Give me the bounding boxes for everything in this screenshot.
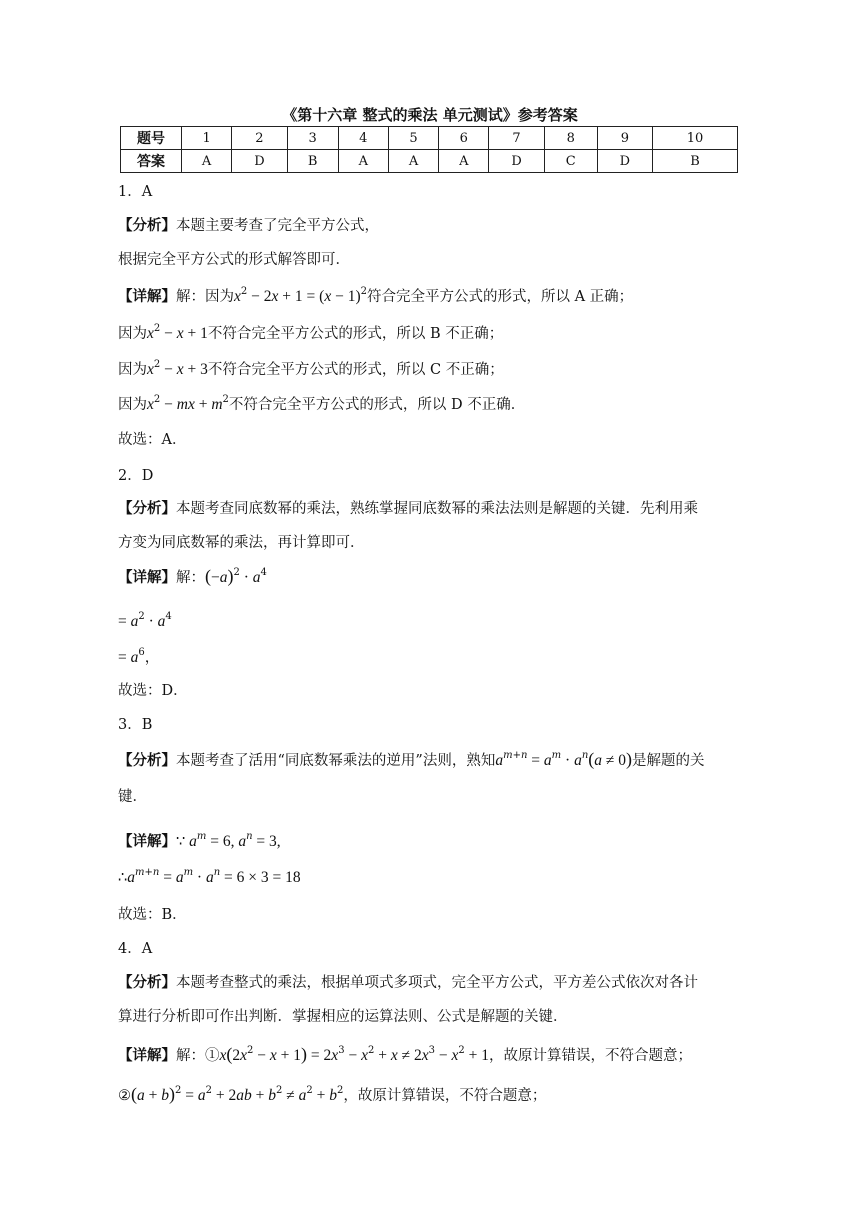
q1-analysis: 【分析】本题主要考查了完全平方公式， <box>118 217 379 234</box>
formula: $x^2 - 2x + 1 = (x - 1)^2$ <box>234 286 367 305</box>
question-number-cell: 8 <box>544 127 597 150</box>
table-header-cell: 答案 <box>121 150 182 173</box>
table-row <box>121 127 738 150</box>
question-number-cell: 6 <box>439 127 489 150</box>
q2-analysis: 【分析】本题考查同底数幂的乘法，熟练掌握同底数幂的乘法法则是解题的关键．先利用乘 <box>118 500 698 517</box>
table-header-cell: 题号 <box>121 127 182 150</box>
formula: $x^2$ − mx + $m^2$ <box>147 394 229 413</box>
answer-cell: D <box>232 150 287 173</box>
formula: $a^m = 6$, $a^n = 3$, <box>185 831 281 850</box>
q1-option-b: 因为$x^2 - x + 1$不符合完全平方公式的形式，所以 B 不正确； <box>118 323 504 342</box>
q1-choice: 故选：A． <box>118 432 187 448</box>
q2-choice: 故选：D． <box>118 683 188 699</box>
answer-cell: B <box>287 150 338 173</box>
q4-detail: 【详解】解：$①x(2x^2 - x + 1) = 2x^3 - x^2 + x \ne 2x^3 - x^2 + 1$，故原计算错误，不符合题意； <box>118 1044 693 1064</box>
q2-detail: 【详解】解：$(-a)^2 \cdot a^4$ <box>118 566 267 586</box>
q4-heading: 4．A <box>118 941 153 957</box>
answer-cell: B <box>653 150 738 173</box>
q1-detail: 【详解】解：因为$x^2 - 2x + 1 = (x - 1)^2$符合完全平方公式的形式，所以 A 正确； <box>118 286 634 305</box>
q2-heading: 2．D <box>118 468 154 484</box>
q1-heading: 1．A <box>118 184 153 200</box>
answer-cell: A <box>388 150 438 173</box>
question-number-cell: 9 <box>597 127 652 150</box>
q4-analysis: 【分析】本题考查整式的乘法，根据单项式多项式，完全平方公式，平方差公式依次对各计 <box>118 974 698 991</box>
question-number-cell: 10 <box>653 127 738 150</box>
question-number-cell: 7 <box>489 127 544 150</box>
answer-cell: A <box>439 150 489 173</box>
formula: $x^2 - x + 3$ <box>147 359 208 378</box>
answer-table <box>120 126 738 173</box>
q2-step: = $a^2 \cdot a^4$ <box>118 611 172 630</box>
question-number-cell: 1 <box>182 127 232 150</box>
answer-cell: D <box>597 150 652 173</box>
q2-analysis-cont: 方变为同底数幂的乘法，再计算即可． <box>118 535 365 551</box>
question-number-cell: 2 <box>232 127 287 150</box>
formula: $a^{m+n} = a^m \cdot a^n(a \ne 0)$ <box>495 749 633 769</box>
q1-analysis-cont: 根据完全平方公式的形式解答即可． <box>118 252 350 268</box>
q3-choice: 故选：B． <box>118 907 187 923</box>
q3-analysis-cont: 键． <box>118 789 147 805</box>
question-number-cell: 3 <box>287 127 338 150</box>
page-title: 《第十六章 整式的乘法 单元测试》参考答案 <box>282 106 578 124</box>
q3-step: $\therefore a^{m+n} = a^m \cdot a^n = 6 \times 3 = 18$ <box>118 867 301 886</box>
formula: $(-a)^2 \cdot a^4$ <box>205 566 267 586</box>
question-number-cell: 4 <box>338 127 388 150</box>
formula: $x(2x^2 - x + 1) = 2x^3 - x^2 + x \ne 2x^3 - x^2 + 1$ <box>219 1044 490 1064</box>
q3-detail: 【详解】∵ $a^m = 6$, $a^n = 3$, <box>118 831 281 850</box>
formula: $(a + b)^2 = a^2 + 2ab + b^2 \ne a^2 + b^2$ <box>131 1084 344 1104</box>
q4-step: ②(a + $b)^2 = a^2 + 2ab + b^2 \ne a^2 + b^2$，故原计算错误，不符合题意； <box>118 1084 547 1104</box>
question-number-cell: 5 <box>388 127 438 150</box>
q1-option-c: 因为$x^2 - x + 3$不符合完全平方公式的形式，所以 C 不正确； <box>118 359 504 378</box>
q4-analysis-cont: 算进行分析即可作出判断．掌握相应的运算法则、公式是解题的关键． <box>118 1009 568 1025</box>
answer-cell: D <box>489 150 544 173</box>
table-row <box>121 150 738 173</box>
answer-cell: A <box>338 150 388 173</box>
q2-step: = $a^6$， <box>118 647 160 666</box>
q1-option-d: 因为$x^2$ − mx + $m^2$不符合完全平方公式的形式，所以 D 不正确． <box>118 394 526 413</box>
formula: $x^2 - x + 1$ <box>147 323 208 342</box>
formula: $a^{m+n} = a^m \cdot a^n = 6 \times 3 = 18$ <box>127 867 301 886</box>
q3-analysis: 【分析】本题考查了活用“同底数幂乘法的逆用”法则，熟知$a^{m+n} = a^m \cdot a^n(a \ne 0)$是解题的关 <box>118 749 705 769</box>
q3-heading: 3．B <box>118 717 153 733</box>
answer-cell: A <box>182 150 232 173</box>
answer-cell: C <box>544 150 597 173</box>
